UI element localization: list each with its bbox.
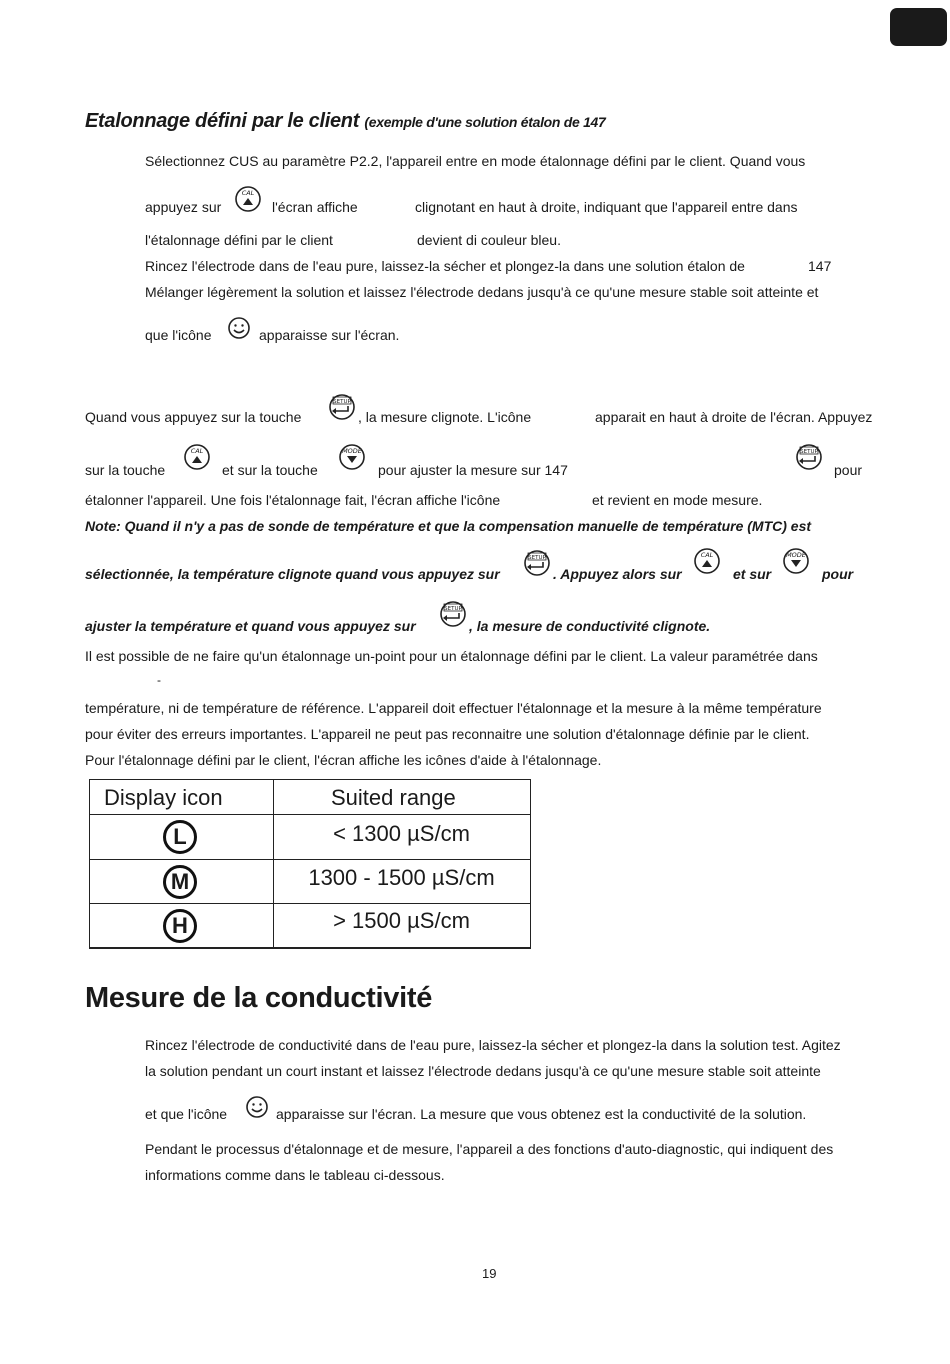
smiley-icon bbox=[227, 316, 251, 340]
p3-line1: Il est possible de ne faire qu'un étalonnage un-point pour un étalonnage défini par le client. La valeur paramétrée dans bbox=[85, 648, 818, 664]
high-range-icon: H bbox=[163, 909, 197, 943]
p3-line3: température, ni de température de référence. L'appareil doit effectuer l'étalonnage et la mesure à la même température bbox=[85, 700, 822, 716]
section-subtitle: (exemple d'une solution étalon de 147 bbox=[364, 114, 606, 130]
p3-line5: Pour l'étalonnage défini par le client, l'écran affiche les icônes d'aide à l'étalonnage. bbox=[85, 752, 602, 768]
p2-line3b: et revient en mode mesure. bbox=[592, 492, 763, 508]
cal-label: CAL bbox=[700, 551, 714, 559]
calibration-icon-table bbox=[89, 779, 531, 949]
table-cell: < 1300 µS/cm bbox=[333, 821, 470, 846]
section-title: Etalonnage défini par le client (exemple d'une solution étalon de 147 bbox=[85, 110, 606, 132]
p1-line4a: Rincez l'électrode dans de l'eau pure, laissez-la sécher et plongez-la dans une solution étalon de bbox=[145, 258, 745, 274]
p3-line4: pour éviter des erreurs importantes. L'appareil ne peut pas reconnaitre une solution d'étalonnage définie par le client. bbox=[85, 726, 810, 742]
measure-title: Mesure de la conductivité bbox=[85, 982, 433, 1014]
note-line3a: ajuster la température et quand vous appuyez sur bbox=[85, 618, 416, 634]
note-line1: Note: Quand il n'y a pas de sonde de température et que la compensation manuelle de température (MTC) est bbox=[85, 518, 812, 534]
p1-line6b: apparaisse sur l'écran. bbox=[259, 327, 400, 343]
p1-line6a: que l'icône bbox=[145, 327, 212, 343]
mode-label: MODE bbox=[342, 447, 362, 455]
note-line2a: sélectionnée, la température clignote quand vous appuyez sur bbox=[85, 566, 500, 582]
medium-range-icon: M bbox=[163, 865, 197, 899]
cal-label: CAL bbox=[241, 189, 255, 197]
setup-label: SETUP bbox=[333, 399, 351, 405]
p1-line2c: clignotant en haut à droite, indiquant que l'appareil entre dans bbox=[415, 199, 798, 215]
p2-line2d: pour bbox=[834, 462, 863, 478]
setup-button-icon bbox=[793, 441, 825, 473]
p1-line1: Sélectionnez CUS au paramètre P2.2, l'appareil entre en mode étalonnage défini par le client. Quand vous bbox=[145, 153, 806, 169]
measure-line1: Rincez l'électrode de conductivité dans de l'eau pure, laissez-la sécher et plongez-la dans la solution test. Agitez bbox=[145, 1037, 841, 1053]
note-line2b: . Appuyez alors sur bbox=[553, 566, 682, 582]
note-line2c: et sur bbox=[733, 566, 772, 582]
table-divider bbox=[273, 780, 274, 948]
setup-button-icon bbox=[521, 547, 553, 579]
page-tab-marker bbox=[890, 8, 947, 46]
measure-line3b: apparaisse sur l'écran. La mesure que vous obtenez est la conductivité de la solution. bbox=[276, 1106, 807, 1122]
table-header: Suited range bbox=[331, 785, 456, 810]
low-range-icon: L bbox=[163, 820, 197, 854]
table-row bbox=[90, 815, 530, 860]
measure-line4: Pendant le processus d'étalonnage et de mesure, l'appareil a des fonctions d'auto-diagnostic, qui indiquent des bbox=[145, 1141, 834, 1157]
p3-line2: - bbox=[157, 673, 161, 687]
p2-line2b: et sur la touche bbox=[222, 462, 318, 478]
note-line2d: pour bbox=[822, 566, 854, 582]
cal-button-icon bbox=[691, 545, 723, 577]
setup-label: SETUP bbox=[444, 606, 462, 612]
mode-button-icon bbox=[336, 441, 368, 473]
table-row bbox=[90, 860, 530, 904]
p1-line5: Mélanger légèrement la solution et laissez l'électrode dedans jusqu'à ce qu'une mesure stable soit atteinte et bbox=[145, 284, 819, 300]
measure-line3a: et que l'icône bbox=[145, 1106, 228, 1122]
setup-button-icon bbox=[437, 598, 469, 630]
p1-line4b: 147 bbox=[808, 258, 832, 274]
setup-button-icon bbox=[326, 391, 358, 423]
p1-line2b: l'écran affiche bbox=[272, 199, 358, 215]
table-cell: > 1500 µS/cm bbox=[333, 908, 470, 933]
p2-line2c: pour ajuster la mesure sur 147 bbox=[378, 462, 568, 478]
p2-line1c: apparait en haut à droite de l'écran. Appuyez bbox=[595, 409, 873, 425]
p2-line1a: Quand vous appuyez sur la touche bbox=[85, 409, 302, 425]
table-cell: 1300 - 1500 µS/cm bbox=[308, 865, 495, 890]
table-header-row bbox=[90, 780, 530, 815]
cal-button-icon bbox=[181, 441, 213, 473]
measure-line5: informations comme dans le tableau ci-dessous. bbox=[145, 1167, 445, 1183]
table-header: Display icon bbox=[104, 785, 223, 810]
mode-button-icon bbox=[780, 545, 812, 577]
smiley-icon bbox=[245, 1095, 269, 1119]
setup-label: SETUP bbox=[528, 555, 546, 561]
p2-line2a: sur la touche bbox=[85, 462, 166, 478]
p2-line3a: étalonner l'appareil. Une fois l'étalonnage fait, l'écran affiche l'icône bbox=[85, 492, 501, 508]
measure-line2: la solution pendant un court instant et laissez l'électrode dedans jusqu'à ce qu'une mesure stable soit atteinte bbox=[145, 1063, 821, 1079]
p1-line3b: devient di couleur bleu. bbox=[417, 232, 561, 248]
p1-line2a: appuyez sur bbox=[145, 199, 222, 215]
cal-button-icon bbox=[232, 183, 264, 215]
note-line3b: , la mesure de conductivité clignote. bbox=[469, 618, 711, 634]
cal-label: CAL bbox=[190, 447, 204, 455]
setup-label: SETUP bbox=[800, 449, 818, 455]
p1-line3a: l'étalonnage défini par le client bbox=[145, 232, 333, 248]
mode-label: MODE bbox=[786, 551, 806, 559]
p2-line1b: , la mesure clignote. L'icône bbox=[358, 409, 532, 425]
table-row bbox=[90, 904, 530, 948]
page-number: 19 bbox=[482, 1266, 497, 1281]
